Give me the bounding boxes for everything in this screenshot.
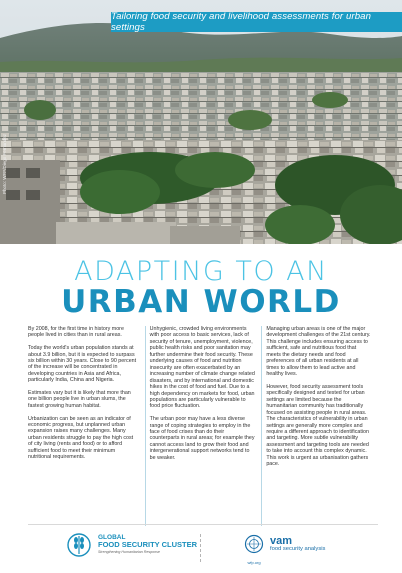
paragraph: The urban poor may have a less diverse range of coping strategies to employ in the face of food crises than do their counterparts in rural areas; for example they cannot access land to grow their food and intergenerational support networks tend to be weaker. [149,416,255,461]
vam-logo [270,537,325,553]
title-line-1: ADAPTING TO AN [74,256,328,287]
footer [0,528,402,573]
gfc-line-2: FOOD SECURITY CLUSTER [98,540,198,550]
body-column-2 [145,326,262,526]
tagline-banner [111,12,402,32]
gfc-line-1: GLOBAL [98,533,126,541]
wfp-emblem-icon [244,534,264,554]
paragraph: Unhygienic, crowded living environments with poor access to basic services, lack of security of tenure, unemployment, violence, public health risks and poor sanitation may further undermine their food security. These underlying causes of food and nutrition insecurity are often exacerbated by an increasing number of climate change related disasters, and by international and domestic hikes in the cost of food and fuel. Due to a high dependency on markets for food, urban populations are particularly vulnerable to food price fluctuation. [149,326,255,410]
footer-divider [28,524,378,525]
vam-title: vam [270,535,293,547]
wheat-globe-icon [66,532,92,558]
paragraph: Estimates vary but it is likely that more than one billion people live in urban slums, the fastest growing human habitat. [28,390,131,409]
paragraph: Managing urban areas is one of the major development challenges of the 21st century. This challenge includes ensuring access to sufficient, safe and nutritious food that meets the dietary needs and food preferences of all urban residents at all times to allow them to lead active and healthy lives. [266,326,371,378]
paragraph: Urbanization can be seen as an indicator of economic progress, but unplanned urban expansion raises many challenges. Many urban residents struggle to pay the high cost of city living (rents and food) or to afford sufficient food to meet their minimum nutritional requirements. [28,415,134,461]
footer-separator [200,534,201,562]
body-column-3 [261,326,378,526]
paragraph: By 2008, for the first time in history more people lived in cities than in rural areas. [28,326,124,339]
paragraph: Today the world's urban population stands at about 3.9 billion, but it is expected to surpass six billion within 30 years. Close to 90 percent of the increase will be concentrated in developing countries in Asia and Africa, particularly India, China and Nigeria. [28,345,137,384]
wfp-label: wfp.org [247,560,261,565]
photo-credit: Photo: WFP/Diego Fernandez [2,133,7,194]
global-food-security-cluster-logo [66,532,197,558]
title-line-2: URBAN WORLD [61,284,341,320]
paragraph: However, food security assessment tools specifically designed and tested for urban settings are limited because the humanitarian community has traditionally focused on assisting people in rural areas. The characteristics of vulnerability in urban settings are generally more complex and require a different approach to identification and targeting. More subtle vulnerability assessment and targeting tools are needed to take into account this complex dynamic. This work is urgent as urbanisation gathers pace. [266,383,369,468]
hero-photo [0,0,402,244]
tagline-text: Tailoring food security and livelihood assessments for urban settings [111,11,372,33]
gfc-tagline: Strengthening Humanitarian Response [98,549,160,554]
body-column-1 [28,326,145,526]
body-columns [28,326,378,526]
wfp-logo [244,534,264,565]
vam-subtitle: food security analysis [270,546,326,552]
